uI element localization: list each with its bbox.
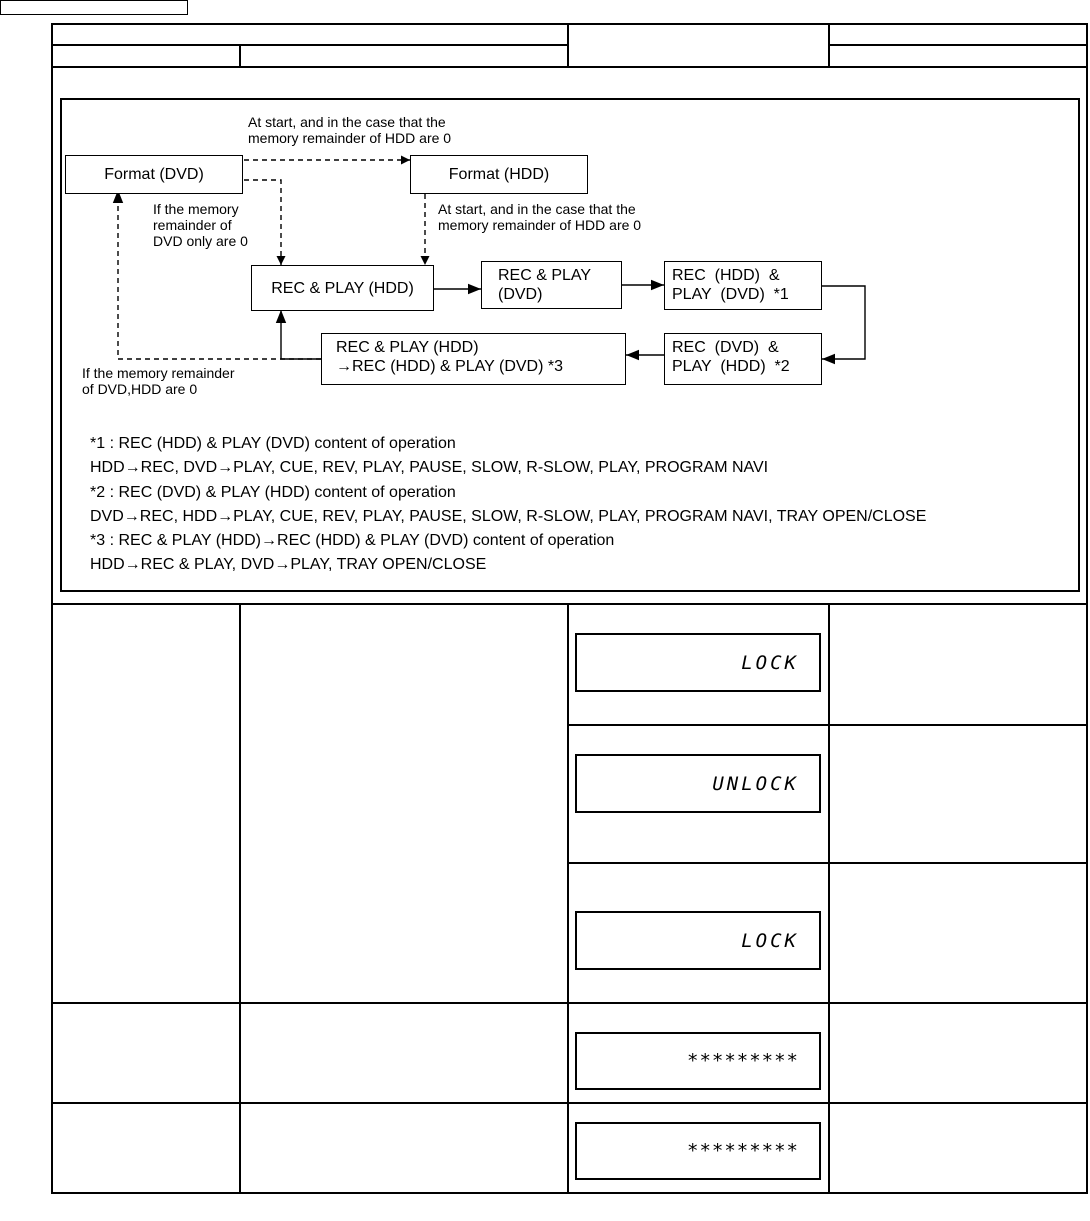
hdd-condition-label: At start, and in the case that the memory remainder of HDD are 0 (438, 201, 642, 233)
format-dvd-node: Format (DVD) (65, 155, 243, 194)
lcd-display-asterisks: ********* (575, 1122, 821, 1180)
rec-play-hdd-node: REC & PLAY (HDD) (251, 265, 434, 311)
rec-play-dvd-node: REC & PLAY (DVD) (481, 261, 622, 309)
lcd-display-unlock: UNLOCK (575, 754, 821, 813)
lcd-display-lock: LOCK (575, 633, 821, 692)
operation-notes (90, 432, 926, 578)
note-line: *2 : REC (DVD) & PLAY (HDD) content of operation (90, 483, 456, 501)
dvd-only-condition-label: If the memory remainder of DVD only are 0 (153, 201, 248, 249)
lcd-display-asterisks: ********* (575, 1032, 821, 1090)
note-line: DVD→REC, HDD→PLAY, CUE, REV, PLAY, PAUSE, SLOW, R-SLOW, PLAY, PROGRAM NAVI, TRAY OPEN/CLOSE (90, 507, 927, 525)
rec-hdd-play-dvd-node: REC (HDD) & PLAY (DVD) *1 (664, 261, 822, 310)
dvd-hdd-condition-label: If the memory remainder of DVD,HDD are 0 (82, 365, 235, 397)
format-hdd-node: Format (HDD) (410, 155, 588, 194)
note-line: *3 : REC & PLAY (HDD)→REC (HDD) & PLAY (DVD) content of operation (90, 532, 615, 550)
note-line: HDD→REC & PLAY, DVD→PLAY, TRAY OPEN/CLOSE (90, 556, 487, 574)
note-line: *1 : REC (HDD) & PLAY (DVD) content of operation (90, 435, 456, 452)
top-condition-label: At start, and in the case that the memory remainder of HDD are 0 (248, 114, 452, 146)
rec-dvd-play-hdd-node: REC (DVD) & PLAY (HDD) *2 (664, 333, 822, 385)
lcd-display-lock: LOCK (575, 911, 821, 970)
rec-play-hdd-to-rec-hdd-play-dvd-node: REC & PLAY (HDD) →REC (HDD) & PLAY (DVD) *3 (321, 333, 626, 385)
note-line: HDD→REC, DVD→PLAY, CUE, REV, PLAY, PAUSE, SLOW, R-SLOW, PLAY, PROGRAM NAVI (90, 459, 769, 477)
